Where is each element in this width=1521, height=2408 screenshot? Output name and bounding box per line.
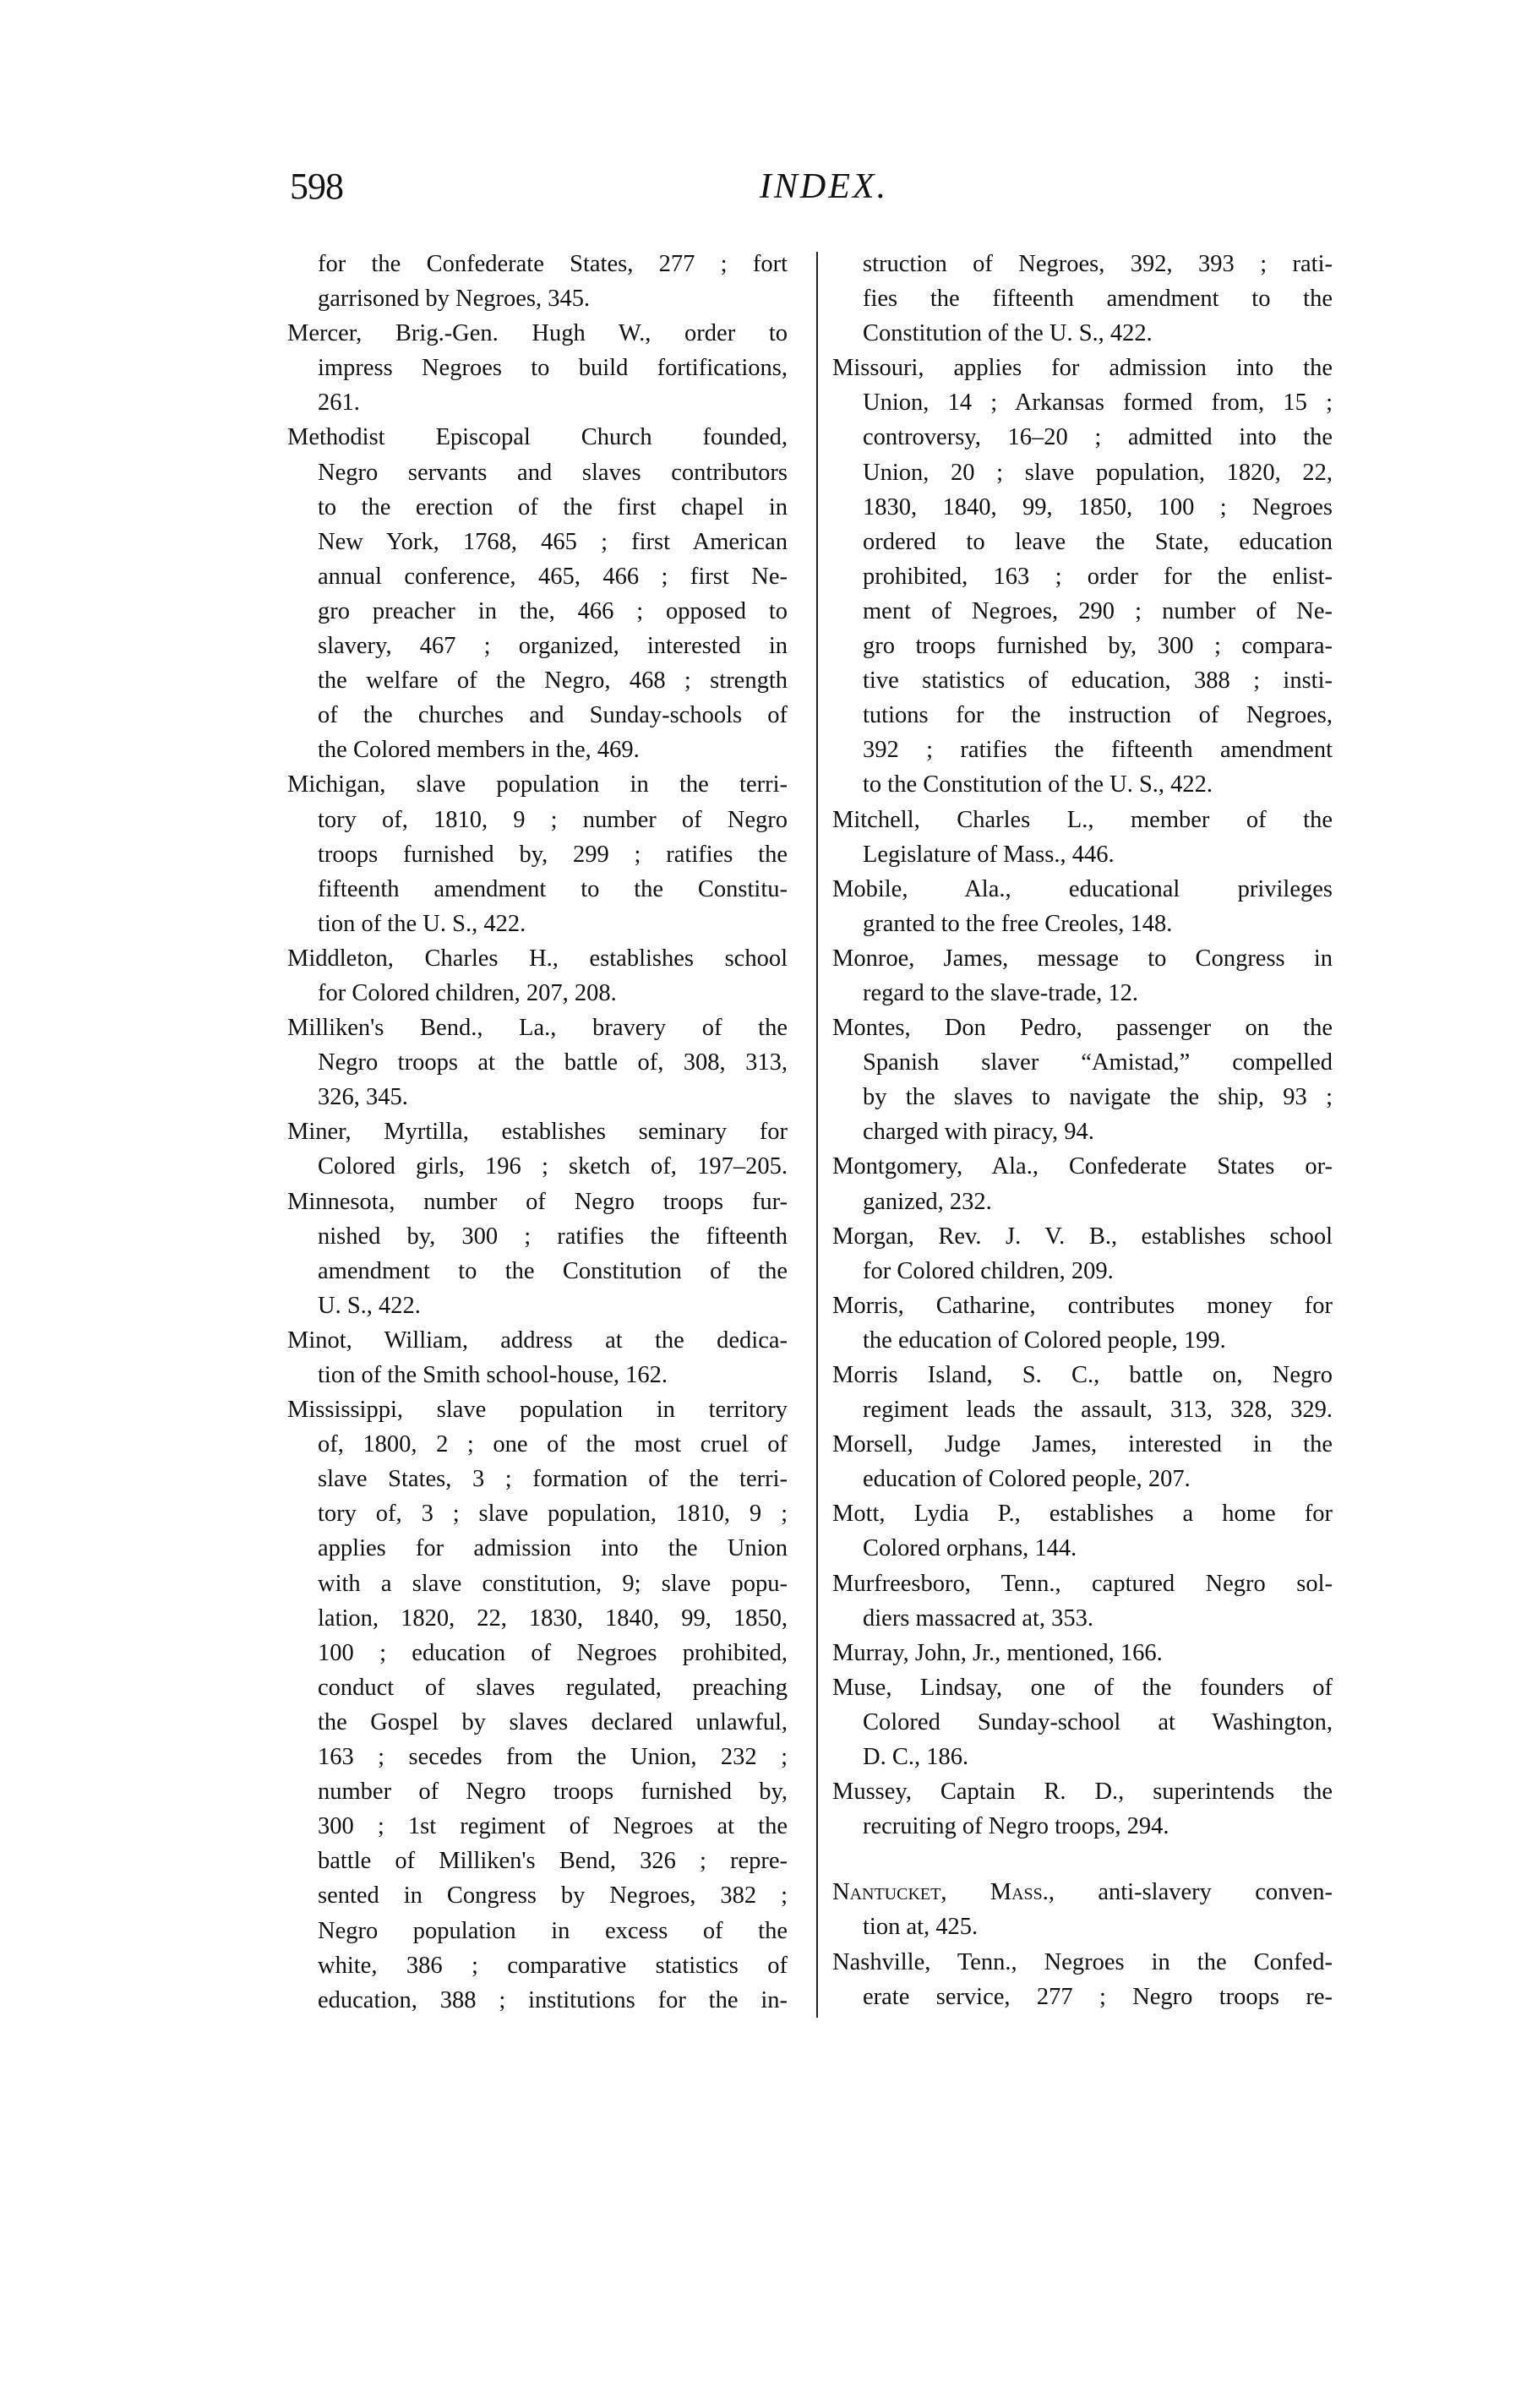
index-entry-heading-line: Mississippi, slave population in territory [287, 1397, 788, 1424]
index-entry-continuation-line: slavery, 467 ; organized, interested in [318, 633, 788, 660]
index-entry-heading-line: Minnesota, number of Negro troops fur- [287, 1188, 788, 1215]
index-entry-continuation-line: charged with piracy, 94. [863, 1119, 1094, 1146]
index-entry-heading-line: Mussey, Captain R. D., superintends the [832, 1779, 1333, 1806]
index-entry-continuation-line: Negro servants and slaves contributors [318, 459, 788, 486]
index-entry-continuation-line: lation, 1820, 22, 1830, 1840, 99, 1850, [318, 1604, 788, 1632]
index-entry-heading-line: Michigan, slave population in the terri- [287, 771, 788, 798]
index-entry-continuation-line: gro preacher in the, 466 ; opposed to [318, 597, 788, 624]
index-entry-continuation-line: applies for admission into the Union [318, 1535, 788, 1562]
index-entry-heading-line: Minot, William, address at the dedica- [287, 1327, 788, 1354]
index-entry-continuation-line: the education of Colored people, 199. [863, 1327, 1226, 1354]
index-entry-continuation-line: the Gospel by slaves declared unlawful, [318, 1708, 788, 1735]
index-entry-heading-line: Muse, Lindsay, one of the founders of [832, 1674, 1333, 1701]
index-entry-continuation-line: Colored orphans, 144. [863, 1535, 1077, 1562]
index-entry-continuation-line: sented in Congress by Negroes, 382 ; [318, 1882, 788, 1910]
index-entry-heading-line: Montes, Don Pedro, passenger on the [832, 1015, 1333, 1042]
index-entry-continuation-line: to the erection of the first chapel in [318, 493, 788, 520]
index-entry-continuation-line: Negro troops at the battle of, 308, 313, [318, 1049, 788, 1076]
index-entry-continuation-line: diers massacred at, 353. [863, 1604, 1094, 1632]
index-entry-continuation-line: Negro population in excess of the [318, 1917, 788, 1944]
index-entry-heading-line: Morsell, Judge James, interested in the [832, 1431, 1333, 1458]
index-entry-heading-line: Murfreesboro, Tenn., captured Negro sol- [832, 1570, 1333, 1597]
index-entry-continuation-line: Colored Sunday-school at Washington, [863, 1708, 1333, 1735]
index-entry-continuation-line: nished by, 300 ; ratifies the fifteenth [318, 1223, 788, 1250]
index-entry-heading-line: Mobile, Ala., educational privileges [832, 875, 1333, 902]
index-entry-continuation-line: amendment to the Constitution of the [318, 1257, 788, 1284]
index-entry-continuation-line: recruiting of Negro troops, 294. [863, 1813, 1169, 1840]
index-entry-heading-line: Montgomery, Ala., Confederate States or- [832, 1153, 1333, 1180]
index-entry-continuation-line: annual conference, 465, 466 ; first Ne- [318, 563, 788, 590]
index-entry-continuation-line: erate service, 277 ; Negro troops re- [863, 1983, 1333, 2010]
index-entry-continuation-line: conduct of slaves regulated, preaching [318, 1674, 788, 1701]
index-entry-continuation-line: 300 ; 1st regiment of Negroes at the [318, 1813, 788, 1840]
index-entry-continuation-line: fifteenth amendment to the Constitu- [318, 875, 788, 902]
index-entry-continuation-line: with a slave constitution, 9; slave popu- [318, 1570, 788, 1597]
index-entry-continuation-line: Union, 14 ; Arkansas formed from, 15 ; [863, 390, 1333, 417]
index-entry-continuation-line: garrisoned by Negroes, 345. [318, 286, 591, 313]
index-entry-continuation-line: ordered to leave the State, education [863, 528, 1333, 555]
index-entry-continuation-line: ment of Negroes, 290 ; number of Ne- [863, 597, 1333, 624]
index-entry-continuation-line: regiment leads the assault, 313, 328, 329. [863, 1397, 1333, 1424]
index-entry-heading-line: Mitchell, Charles L., member of the [832, 806, 1333, 833]
index-entry-continuation-line: New York, 1768, 465 ; first American [318, 528, 788, 555]
index-entry-continuation-line: battle of Milliken's Bend, 326 ; repre- [318, 1848, 788, 1875]
index-entry-heading-line: Nashville, Tenn., Negroes in the Confed- [832, 1948, 1333, 1975]
index-entry-continuation-line: troops furnished by, 299 ; ratifies the [318, 841, 788, 868]
index-entry-continuation-line: Constitution of the U. S., 422. [863, 320, 1153, 347]
index-entry-continuation-line: of the churches and Sunday-schools of [318, 702, 788, 729]
index-entry-continuation-line: struction of Negroes, 392, 393 ; rati- [863, 251, 1333, 277]
index-entry-heading-line: Milliken's Bend., La., bravery of the [287, 1015, 788, 1042]
entry-gap [832, 1844, 1333, 1875]
entry-text: anti-slavery conven- [1055, 1879, 1333, 1906]
index-entry-continuation-line: Spanish slaver “Amistad,” compelled [863, 1049, 1333, 1076]
index-entry-continuation-line: education of Colored people, 207. [863, 1466, 1191, 1493]
index-entry-continuation-line: gro troops furnished by, 300 ; compara- [863, 633, 1333, 660]
index-entry-continuation-line: tive statistics of education, 388 ; insti- [863, 667, 1333, 695]
index-column-left [287, 247, 788, 2018]
index-entry-continuation-line: Union, 20 ; slave population, 1820, 22, [863, 459, 1333, 486]
index-entry-continuation-line: 1830, 1840, 99, 1850, 100 ; Negroes [863, 493, 1333, 520]
index-entry-continuation-line: the welfare of the Negro, 468 ; strength [318, 667, 788, 695]
index-entry-continuation-line: number of Negro troops furnished by, [318, 1779, 788, 1806]
index-column-right [832, 247, 1333, 2014]
index-entry-heading-line: Middleton, Charles H., establishes school [287, 945, 788, 972]
running-head: INDEX. [759, 167, 889, 206]
index-entry-continuation-line: 261. [318, 390, 360, 417]
index-entry-continuation-line: for Colored children, 207, 208. [318, 979, 617, 1006]
index-entry-heading-line: Monroe, James, message to Congress in [832, 945, 1333, 972]
index-entry-continuation-line: 326, 345. [318, 1084, 408, 1111]
index-entry-continuation-line: for the Confederate States, 277 ; fort [318, 251, 788, 277]
index-entry-continuation-line: tion at, 425. [863, 1914, 979, 1941]
index-entry-heading-line [832, 1875, 1333, 1910]
index-entry-continuation-line: tory of, 3 ; slave population, 1810, 9 ; [318, 1501, 788, 1528]
index-entry-continuation-line: D. C., 186. [863, 1744, 969, 1771]
index-entry-continuation-line: granted to the free Creoles, 148. [863, 910, 1173, 937]
index-entry-heading-line: Mercer, Brig.-Gen. Hugh W., order to [287, 320, 788, 347]
index-entry-continuation-line: tion of the U. S., 422. [318, 910, 526, 937]
index-entry-continuation-line: the Colored members in the, 469. [318, 737, 640, 764]
index-entry-continuation-line: to the Constitution of the U. S., 422. [863, 771, 1213, 798]
index-entry-heading-line: Missouri, applies for admission into the [832, 355, 1333, 382]
index-entry-continuation-line: regard to the slave-trade, 12. [863, 979, 1139, 1006]
section-letter-heading: Nantucket, Mass., [832, 1879, 1055, 1906]
index-entry-continuation-line: controversy, 16–20 ; admitted into the [863, 424, 1333, 451]
index-entry-continuation-line: U. S., 422. [318, 1292, 421, 1319]
index-entry-continuation-line: Legislature of Mass., 446. [863, 841, 1115, 868]
index-entry-continuation-line: tion of the Smith school-house, 162. [318, 1362, 668, 1388]
index-entry-continuation-line: education, 388 ; institutions for the in- [318, 1986, 788, 2013]
index-entry-continuation-line: 163 ; secedes from the Union, 232 ; [318, 1744, 788, 1771]
index-entry-continuation-line: ganized, 232. [863, 1188, 992, 1215]
index-entry-continuation-line: prohibited, 163 ; order for the enlist- [863, 563, 1333, 590]
index-entry-heading-line: Morgan, Rev. J. V. B., establishes school [832, 1223, 1333, 1250]
index-entry-continuation-line: by the slaves to navigate the ship, 93 ; [863, 1084, 1333, 1111]
index-entry-heading-line: Murray, John, Jr., mentioned, 166. [832, 1639, 1163, 1666]
index-entry-continuation-line: 392 ; ratifies the fifteenth amendment [863, 737, 1333, 764]
page-number: 598 [290, 166, 343, 207]
index-entry-continuation-line: slave States, 3 ; formation of the terri- [318, 1466, 788, 1493]
index-entry-continuation-line: white, 386 ; comparative statistics of [318, 1952, 788, 1979]
index-entry-heading-line: Mott, Lydia P., establishes a home for [832, 1501, 1333, 1528]
index-entry-continuation-line: impress Negroes to build fortifications, [318, 355, 788, 382]
index-entry-heading-line: Miner, Myrtilla, establishes seminary for [287, 1119, 788, 1146]
index-entry-heading-line: Morris Island, S. C., battle on, Negro [832, 1362, 1333, 1388]
index-entry-continuation-line: of, 1800, 2 ; one of the most cruel of [318, 1431, 788, 1458]
index-entry-continuation-line: tory of, 1810, 9 ; number of Negro [318, 806, 788, 833]
index-entry-continuation-line: for Colored children, 209. [863, 1257, 1114, 1284]
index-entry-continuation-line: 100 ; education of Negroes prohibited, [318, 1639, 788, 1666]
index-entry-continuation-line: fies the fifteenth amendment to the [863, 286, 1333, 313]
index-entry-continuation-line: tutions for the instruction of Negroes, [863, 702, 1333, 729]
index-entry-heading-line: Methodist Episcopal Church founded, [287, 424, 788, 451]
index-entry-continuation-line: Colored girls, 196 ; sketch of, 197–205. [318, 1153, 788, 1180]
column-divider [816, 252, 818, 2018]
index-entry-heading-line: Morris, Catharine, contributes money for [832, 1292, 1333, 1319]
